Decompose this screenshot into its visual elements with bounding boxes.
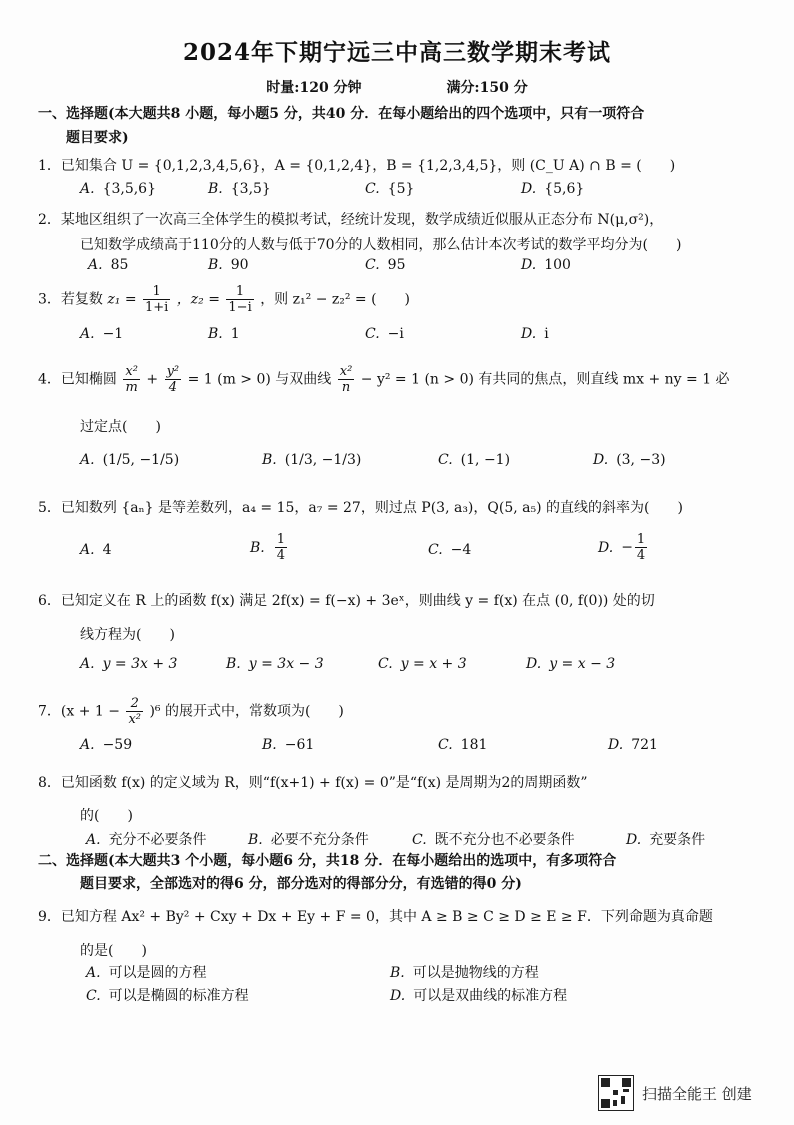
q8-option-b (248, 829, 369, 849)
fraction-denominator: 1+i (145, 300, 169, 315)
fraction-denominator: 4 (168, 380, 177, 395)
q6-stem-line1: 6．已知定义在 R 上的函数 f(x) 满足 2f(x) = f(−x) + 3eˣ，则曲线 y = f(x) 在点 (0, f(0)) 处的切 (38, 593, 655, 609)
option-label: B. (226, 656, 241, 672)
option-label: D. (526, 656, 542, 672)
option-label: C. (412, 832, 427, 848)
option-label: A. (86, 965, 101, 981)
option-text: 100 (544, 257, 571, 273)
q2-option-c (365, 257, 406, 273)
q4-option-a (80, 452, 179, 468)
q4-plus: + (146, 371, 159, 388)
q1-option-d (521, 181, 584, 197)
q3-fraction-2 (226, 284, 253, 315)
option-text: {3,5,6} (102, 181, 156, 197)
q1-option-a (80, 181, 156, 197)
q7-pre: 7．(x + 1 − (38, 703, 120, 720)
option-text: −61 (284, 737, 315, 753)
q5-stem: 5．已知数列 {aₙ} 是等差数列，a₄ = 15，a₇ = 27，则过点 P(3, a₃)，Q(5, a₅) 的直线的斜率为( ) (38, 500, 683, 516)
fraction-numerator: 1 (636, 532, 646, 547)
option-label: D. (608, 737, 624, 753)
option-fraction (635, 532, 647, 563)
q5-option-b (250, 532, 289, 563)
fraction-denominator: m (125, 380, 138, 395)
score-label: 满分:150 分 (446, 80, 528, 96)
q7-post: )⁶ 的展开式中，常数项为( ) (149, 703, 344, 720)
option-label: C. (365, 257, 380, 273)
option-text: 充分不必要条件 (108, 832, 207, 848)
q1-option-b (208, 181, 271, 197)
q7-option-c (438, 737, 487, 753)
option-text: 必要不充分条件 (270, 832, 369, 848)
option-label: A. (80, 542, 95, 558)
option-label: D. (521, 257, 537, 273)
q5-option-d (598, 532, 649, 563)
q2-option-b (208, 257, 249, 273)
option-label: A. (86, 832, 101, 848)
option-label: C. (438, 452, 453, 468)
q3-z1: z₁ = (107, 291, 137, 308)
fraction-numerator: x² (339, 364, 353, 379)
q6-stem-line2: 线方程为( ) (80, 627, 175, 643)
q9-option-c (86, 985, 249, 1005)
option-text: 可以是抛物线的方程 (412, 965, 539, 981)
fraction-numerator: 1 (276, 532, 286, 547)
q4-post: − y² = 1 (n > 0) 有共同的焦点，则直线 mx + ny = 1 必 (360, 371, 730, 388)
qr-code-icon (598, 1075, 634, 1111)
option-label: B. (208, 326, 223, 342)
option-label: D. (598, 539, 614, 556)
fraction-denominator: x² (128, 712, 141, 727)
q7-option-b (262, 737, 314, 753)
q9-option-b (390, 962, 539, 982)
fraction-numerator: 1 (143, 284, 170, 300)
option-label: B. (250, 539, 265, 556)
q2-stem-line2: 已知数学成绩高于110分的人数与低于70分的人数相同，那么估计本次考试的数学平均分为( ) (80, 237, 682, 253)
q8-option-d (626, 829, 705, 849)
q2-option-a (88, 257, 128, 273)
option-label: A. (80, 452, 95, 468)
fraction-numerator: y² (166, 364, 180, 379)
q4-stem-line1 (38, 364, 730, 395)
option-label: C. (378, 656, 393, 672)
option-text: 可以是椭圆的标准方程 (108, 988, 249, 1004)
q9-stem-line1: 9．已知方程 Ax² + By² + Cxy + Dx + Ey + F = 0，其中 A ≥ B ≥ C ≥ D ≥ E ≥ F．下列命题为真命题 (38, 909, 713, 925)
q3-option-a (80, 326, 123, 342)
option-label: D. (521, 181, 537, 197)
q6-option-c (378, 656, 467, 672)
option-text: i (544, 326, 549, 342)
q6-option-a (80, 656, 177, 672)
option-text: 85 (110, 257, 129, 273)
q4-stem-line2: 过定点( ) (80, 419, 161, 435)
option-text: 4 (102, 542, 112, 558)
section1-header-line2: 题目要求) (66, 130, 129, 146)
option-text: 90 (230, 257, 249, 273)
q2-option-d (521, 257, 571, 273)
q8-option-a (86, 829, 207, 849)
option-label: C. (365, 326, 380, 342)
q6-option-b (226, 656, 324, 672)
option-text: {5,6} (544, 181, 585, 197)
time-label: 时量:120 分钟 (266, 80, 362, 96)
q1-stem: 1．已知集合 U = {0,1,2,3,4,5,6}，A = {0,1,2,4}，B = {1,2,3,4,5}，则 (C_U A) ∩ B = ( ) (38, 158, 676, 174)
option-label: B. (262, 737, 277, 753)
q3-fraction-1 (143, 284, 170, 315)
q2-stem-line1: 2．某地区组织了一次高三全体学生的模拟考试，经统计发现，数学成绩近似服从正态分布 N(μ,σ²)， (38, 212, 664, 228)
option-text: −4 (450, 542, 472, 558)
option-label: C. (428, 542, 443, 558)
option-text: 721 (631, 737, 658, 753)
q3-option-d (521, 326, 549, 342)
watermark-text: 扫描全能王 创建 (642, 1084, 752, 1103)
q8-stem-line2: 的( ) (80, 808, 133, 824)
option-label: A. (80, 737, 95, 753)
option-label: A. (80, 656, 95, 672)
option-label: C. (86, 988, 101, 1004)
fraction-denominator: n (341, 380, 351, 395)
q6-option-d (526, 656, 615, 672)
q3-pre: 3．若复数 (38, 291, 103, 308)
q4-ellipse-term-1 (123, 364, 140, 395)
option-label: D. (626, 832, 642, 848)
option-label: D. (593, 452, 609, 468)
q9-option-a (86, 962, 207, 982)
option-text: −59 (102, 737, 133, 753)
q3-option-b (208, 326, 240, 342)
q4-mid: = 1 (m > 0) 与双曲线 (187, 371, 332, 388)
scanner-watermark (598, 1075, 752, 1111)
option-label: B. (248, 832, 263, 848)
option-label: A. (88, 257, 103, 273)
option-text: {5} (387, 181, 415, 197)
option-label: A. (80, 326, 95, 342)
q4-option-d (593, 452, 666, 468)
q9-option-d (390, 985, 567, 1005)
option-text: −i (387, 326, 404, 342)
q7-option-d (608, 737, 658, 753)
section2-header-line2: 题目要求，全部选对的得6 分，部分选对的得部分分，有选错的得0 分) (80, 876, 522, 892)
fraction-numerator: 1 (226, 284, 253, 300)
q7-stem (38, 696, 344, 727)
q4-ellipse-term-2 (165, 364, 182, 395)
option-label: B. (390, 965, 405, 981)
q3-post: ，则 z₁² − z₂² = ( ) (260, 291, 411, 308)
option-sign: − (621, 539, 633, 556)
option-text: (3, −3) (616, 452, 666, 468)
option-text: 可以是双曲线的标准方程 (413, 988, 568, 1004)
option-text: −1 (102, 326, 124, 342)
option-text: 181 (460, 737, 488, 753)
option-text: 1 (230, 326, 240, 342)
fraction-denominator: 4 (276, 548, 286, 563)
option-text: 可以是圆的方程 (108, 965, 207, 981)
section2-header-line1: 二、选择题(本大题共3 个小题，每小题6 分，共18 分．在每小题给出的选项中，有多项符合 (38, 853, 617, 869)
option-label: D. (521, 326, 537, 342)
q7-option-a (80, 737, 132, 753)
option-label: C. (365, 181, 380, 197)
option-text: 充要条件 (649, 832, 706, 848)
q3-stem (38, 284, 410, 315)
q3-z2: ，z₂ = (176, 291, 220, 308)
option-text: y = x − 3 (549, 656, 616, 672)
q8-stem-line1: 8．已知函数 f(x) 的定义域为 R，则“f(x+1) + f(x) = 0”是“f(x) 是周期为2的周期函数” (38, 775, 588, 791)
q5-option-a (80, 542, 111, 558)
section1-header-line1: 一、选择题(本大题共8 小题，每小题5 分，共40 分．在每小题给出的四个选项中，只有一项符合 (38, 106, 645, 122)
fraction-denominator: 1−i (228, 300, 252, 315)
option-text: (1/5, −1/5) (102, 452, 180, 468)
q4-pre: 4．已知椭圆 (38, 371, 117, 388)
q1-option-c (365, 181, 414, 197)
option-text: {3,5} (230, 181, 271, 197)
option-text: (1/3, −1/3) (284, 452, 362, 468)
option-text: 95 (387, 257, 406, 273)
option-label: D. (390, 988, 406, 1004)
page-title: 2024年下期宁远三中高三数学期末考试 (182, 39, 611, 66)
q4-hyperbola-term (338, 364, 355, 395)
fraction-numerator: x² (125, 364, 138, 379)
option-text: y = x + 3 (400, 656, 467, 672)
option-text: (1, −1) (460, 452, 511, 468)
q9-stem-line2: 的是( ) (80, 943, 147, 959)
option-label: C. (438, 737, 453, 753)
q4-option-b (262, 452, 361, 468)
option-label: B. (208, 257, 223, 273)
option-text: 既不充分也不必要条件 (434, 832, 575, 848)
q5-option-c (428, 542, 471, 558)
fraction-numerator: 2 (126, 696, 143, 712)
q3-option-c (365, 326, 404, 342)
option-fraction (275, 532, 287, 563)
option-label: B. (208, 181, 223, 197)
q8-option-c (412, 829, 575, 849)
option-label: A. (80, 181, 95, 197)
q4-option-c (438, 452, 510, 468)
q7-fraction (126, 696, 143, 727)
option-label: B. (262, 452, 277, 468)
option-text: y = 3x − 3 (248, 656, 324, 672)
fraction-denominator: 4 (636, 548, 646, 563)
option-text: y = 3x + 3 (102, 656, 178, 672)
exam-meta (0, 77, 794, 97)
